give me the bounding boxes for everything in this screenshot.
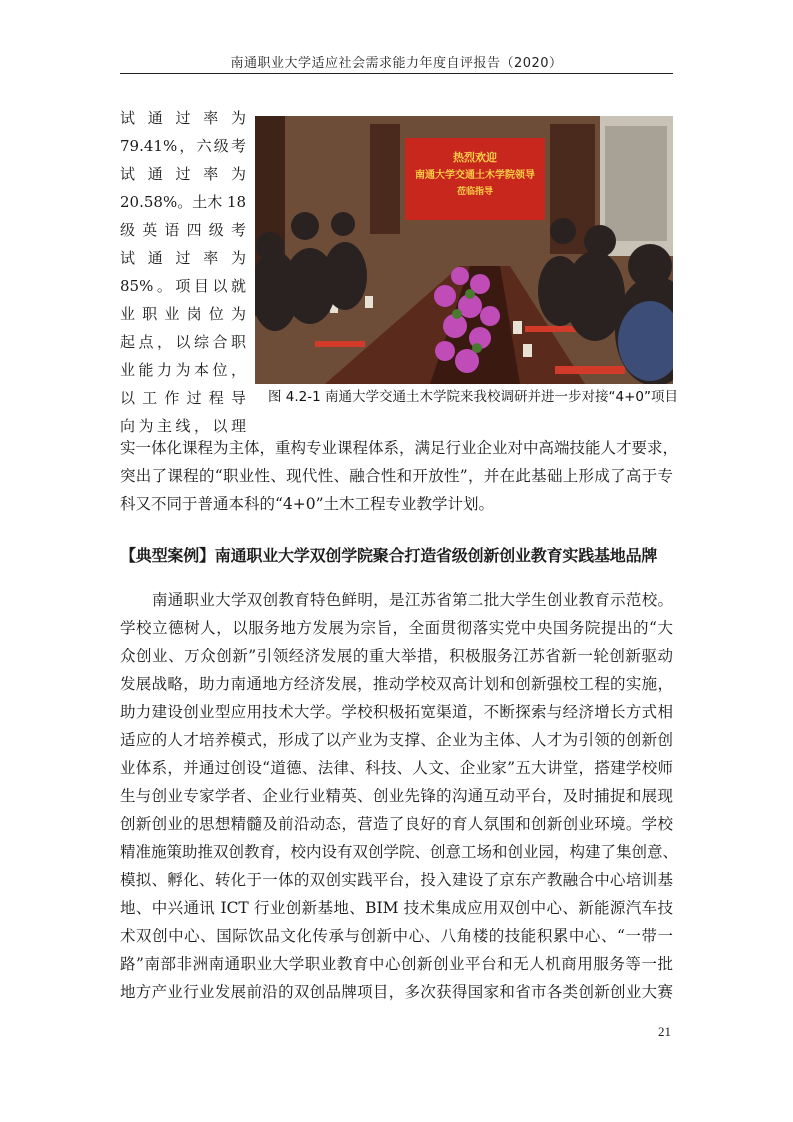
text-line: 业能力为本位， — [120, 361, 246, 379]
text-line: 试通过率为 — [120, 249, 246, 267]
figure-caption: 图 4.2-1 南通大学交通土木学院来我校调研并进一步对接“4+0”项目 — [268, 389, 678, 405]
text-line: 79.41%，六级考 — [120, 137, 246, 155]
text-line: 起点，以综合职 — [120, 333, 246, 351]
paragraph-line: 突出了课程的“职业性、现代性、融合性和开放性”，并在此基础上形成了高于专 — [120, 467, 673, 485]
text-line: 20.58%。土木 18 — [120, 193, 247, 211]
paragraph-line: 生与创业专家学者、企业行业精英、创业先锋的沟通互动平台，及时捕捉和展现 — [120, 787, 673, 805]
banner-line: 南通大学交通土木学院领导 — [415, 170, 535, 181]
paragraph-line: 地方产业行业发展前沿的双创品牌项目，多次获得国家和省市各类创新创业大赛 — [120, 983, 673, 1001]
text-line: 业职业岗位为 — [120, 305, 246, 323]
text-line: 试通过率为 — [120, 165, 246, 183]
banner-line: 热烈欢迎 — [453, 151, 497, 164]
paragraph-line: 实一体化课程为主体，重构专业课程体系，满足行业企业对中高端技能人才要求， — [120, 439, 679, 457]
text-line: 试通过率为 — [120, 109, 246, 127]
paragraph-line: 适应的人才培养模式，形成了以产业为支撑、企业为主体、人才为引领的创新创 — [120, 731, 673, 749]
paragraph-line: 路”南部非洲南通职业大学职业教育中心创新创业平台和无人机商用服务等一批 — [120, 955, 673, 973]
paragraph-line: 模拟、孵化、转化于一体的双创实践平台，投入建设了京东产教融合中心培训基 — [120, 871, 673, 889]
paragraph-line: 地、中兴通讯 ICT 行业创新基地、BIM 技术集成应用双创中心、新能源汽车技 — [120, 899, 673, 917]
paragraph-line: 业体系，并通过创设“道德、法律、科技、人文、企业家”五大讲堂，搭建学校师 — [120, 759, 673, 777]
meeting-photo — [255, 116, 673, 384]
running-header: 南通职业大学适应社会需求能力年度自评报告（2020） — [230, 56, 563, 71]
text-line: 85%。项目以就 — [120, 277, 246, 295]
header-rule — [120, 73, 673, 74]
paragraph-line: 术双创中心、国际饮品文化传承与创新中心、八角楼的技能积累中心、“一带一 — [120, 927, 673, 945]
text-line: 级英语四级考 — [120, 221, 246, 239]
banner-line: 莅临指导 — [456, 187, 494, 197]
text-line: 以工作过程导 — [120, 389, 246, 407]
paragraph-line: 精准施策助推双创教育，校内设有双创学院、创意工场和创业园，构建了集创意、 — [120, 843, 679, 861]
page-number: 21 — [658, 1024, 671, 1039]
text-line: 向为主线，以理 — [120, 417, 246, 435]
meeting-photo-illustration — [255, 116, 673, 384]
paragraph-line: 发展战略，助力南通地方经济发展，推动学校双高计划和创新强校工程的实施， — [120, 675, 673, 693]
paragraph-line: 创新创业的思想精髓及前沿动态，营造了良好的育人氛围和创新创业环境。学校 — [120, 815, 673, 833]
paragraph-line: 南通职业大学双创教育特色鲜明，是江苏省第二批大学生创业教育示范校。 — [152, 591, 673, 609]
paragraph-line: 众创业、万众创新”引领经济发展的重大举措，积极服务江苏省新一轮创新驱动 — [120, 647, 673, 665]
wrapped-text-column — [120, 104, 246, 440]
paragraph-line: 科又不同于普通本科的“4+0”土木工程专业教学计划。 — [120, 495, 495, 513]
paragraph-line: 助力建设创业型应用技术大学。学校积极拓宽渠道，不断探索与经济增长方式相 — [120, 703, 673, 721]
case-heading: 【典型案例】南通职业大学双创学院聚合打造省级创新创业教育实践基地品牌 — [120, 546, 658, 565]
paragraph-line: 学校立德树人，以服务地方发展为宗旨，全面贯彻落实党中央国务院提出的“大 — [120, 619, 673, 637]
